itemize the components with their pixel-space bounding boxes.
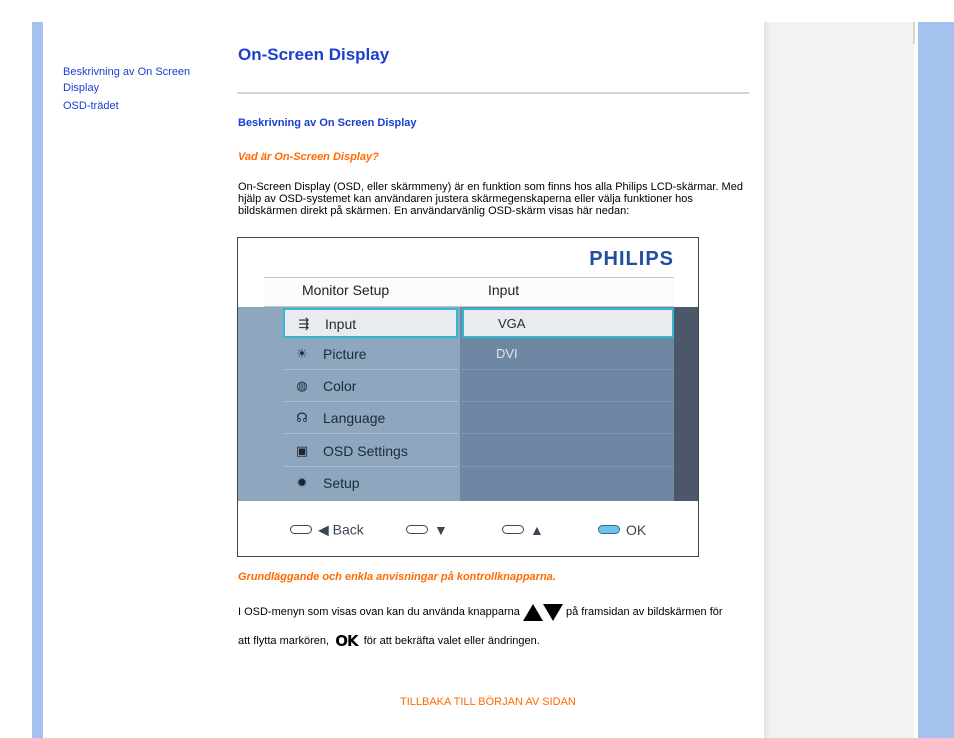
right-gutter bbox=[764, 22, 914, 738]
osd-menu-item-input[interactable] bbox=[283, 308, 458, 338]
osd-back-label: ◀ Back bbox=[318, 521, 364, 538]
button-pill-icon bbox=[502, 525, 524, 534]
osd-option-label: VGA bbox=[498, 316, 526, 331]
osd-menu-label: Color bbox=[323, 378, 357, 394]
osd-option-dvi[interactable] bbox=[462, 340, 674, 370]
osd-menu-item-language[interactable] bbox=[283, 404, 458, 434]
section-title: Beskrivning av On Screen Display bbox=[238, 117, 417, 129]
button-pill-icon bbox=[598, 525, 620, 534]
title-divider bbox=[237, 92, 749, 94]
language-icon: ☊ bbox=[296, 410, 308, 425]
right-divider bbox=[913, 22, 915, 44]
osd-footer bbox=[238, 502, 698, 556]
osd-menu-item-osd-settings[interactable] bbox=[283, 437, 458, 467]
back-to-top-link[interactable]: TILLBAKA TILL BÖRJAN AV SIDAN bbox=[400, 696, 576, 708]
sidebar-link-osd-tree[interactable]: OSD-trädet bbox=[63, 100, 119, 112]
osd-header-menu-title: Monitor Setup bbox=[302, 282, 390, 298]
osd-menu-item-setup[interactable] bbox=[283, 469, 458, 499]
sidebar-link-osd-description[interactable]: Beskrivning av On Screen Display bbox=[63, 66, 191, 94]
up-arrow-icon bbox=[523, 604, 543, 621]
osd-ok-label: OK bbox=[626, 521, 647, 538]
osd-option-vga[interactable] bbox=[462, 308, 674, 338]
osd-down-button[interactable] bbox=[406, 521, 448, 537]
osd-panel bbox=[238, 307, 698, 501]
osd-header-submenu-title: Input bbox=[488, 282, 520, 298]
instructions-line-1 bbox=[238, 603, 748, 621]
question-heading: Vad är On-Screen Display? bbox=[238, 151, 379, 163]
osd-option-empty bbox=[462, 404, 674, 434]
instructions-heading: Grundläggande och enkla anvisningar på kontrollknapparna. bbox=[238, 571, 556, 583]
osd-up-button[interactable] bbox=[502, 521, 544, 537]
picture-icon: ☀ bbox=[296, 346, 308, 361]
page-margin bbox=[0, 0, 32, 738]
osd-scroll-track bbox=[674, 307, 698, 501]
osd-menu-label: Language bbox=[323, 410, 386, 426]
osd-header bbox=[264, 278, 674, 307]
sidebar bbox=[43, 22, 219, 738]
instructions-line-2 bbox=[238, 632, 748, 650]
button-pill-icon bbox=[406, 525, 428, 534]
osd-option-label: DVI bbox=[496, 346, 518, 361]
osd-option-empty bbox=[462, 372, 674, 402]
setup-icon: ✹ bbox=[296, 475, 308, 490]
instructions-text: I OSD-menyn som visas ovan kan du använda knapparna bbox=[238, 606, 520, 618]
osd-up-label: ▲ bbox=[530, 521, 544, 538]
osd-down-label: ▼ bbox=[434, 521, 448, 538]
osd-illustration bbox=[237, 237, 699, 557]
color-icon: ◍ bbox=[296, 378, 308, 393]
osd-settings-icon: ▣ bbox=[295, 443, 309, 458]
osd-menu-label: Picture bbox=[323, 346, 367, 362]
button-pill-icon bbox=[290, 525, 312, 534]
ok-icon: OK bbox=[335, 632, 358, 651]
right-accent-bar bbox=[918, 22, 954, 738]
input-icon: ⇶ bbox=[298, 316, 310, 331]
left-accent-bar bbox=[32, 22, 43, 738]
instructions-text: att flytta markören, bbox=[238, 635, 330, 647]
osd-option-empty bbox=[462, 437, 674, 467]
instructions-text: på framsidan av bildskärmen för bbox=[566, 606, 723, 618]
intro-paragraph: On-Screen Display (OSD, eller skärmmeny) är en funktion som finns hos alla Philips LCD-skärmar. Med hjälp av OSD-systemet kan användaren justera skärmegenskaperna eller välja funktioner hos bildskärmen direkt på skärmen. En användarvänlig OSD-skärm visas här nedan: bbox=[238, 181, 743, 217]
osd-ok-button[interactable] bbox=[598, 521, 646, 537]
instructions-text: för att bekräfta valet eller ändringen. bbox=[363, 635, 540, 647]
osd-menu-label: Input bbox=[325, 316, 357, 332]
page-title: On-Screen Display bbox=[238, 45, 390, 64]
osd-menu-label: OSD Settings bbox=[323, 443, 408, 459]
osd-menu-item-picture[interactable] bbox=[283, 340, 458, 370]
osd-menu-label: Setup bbox=[323, 475, 360, 491]
osd-menu-item-color[interactable] bbox=[283, 372, 458, 402]
down-arrow-icon bbox=[543, 604, 563, 621]
philips-logo: PHILIPS bbox=[589, 248, 674, 270]
osd-back-button[interactable] bbox=[290, 521, 364, 537]
